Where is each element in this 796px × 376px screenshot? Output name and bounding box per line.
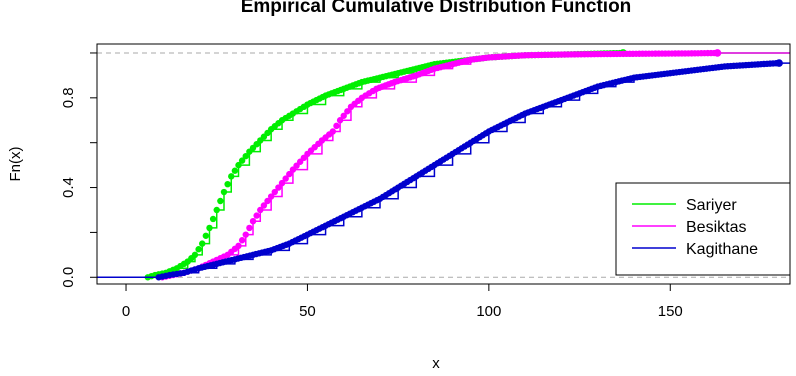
y-axis-label: Fn(x) [7,146,24,182]
x-axis-label: x [432,355,440,372]
x-axis [122,284,683,320]
series-point [228,173,234,179]
series-point [192,252,198,258]
series-point [206,225,212,231]
series-point [235,243,241,249]
y-tick-label: 0.4 [60,177,77,198]
x-tick-label: 150 [657,303,683,320]
series-point [250,218,256,224]
legend [616,183,790,275]
series-point [221,189,227,195]
series-point [246,225,252,231]
series-point [217,198,223,204]
series-point [253,212,259,218]
series-point [195,246,201,252]
series-point [232,168,238,174]
x-tick-label: 100 [476,303,502,320]
legend-label: Kagithane [686,241,759,258]
legend-label: Sariyer [686,197,737,214]
series-point [224,181,230,187]
series-point [210,216,216,222]
series-point [199,240,205,246]
series-point [203,233,209,239]
series-point [330,128,336,134]
series-point [214,207,220,213]
series-point [243,231,249,237]
x-tick-label: 50 [299,303,316,320]
legend-label: Besiktas [686,219,747,236]
series-point [775,59,783,67]
chart-title: Empirical Cumulative Distribution Function [240,0,632,17]
y-axis [60,53,97,288]
x-tick-label: 0 [121,303,131,320]
y-tick-label: 0.0 [60,266,77,288]
series-point [714,49,722,57]
y-tick-label: 0.8 [60,87,77,109]
series-point [333,123,339,129]
series-point [239,237,245,243]
